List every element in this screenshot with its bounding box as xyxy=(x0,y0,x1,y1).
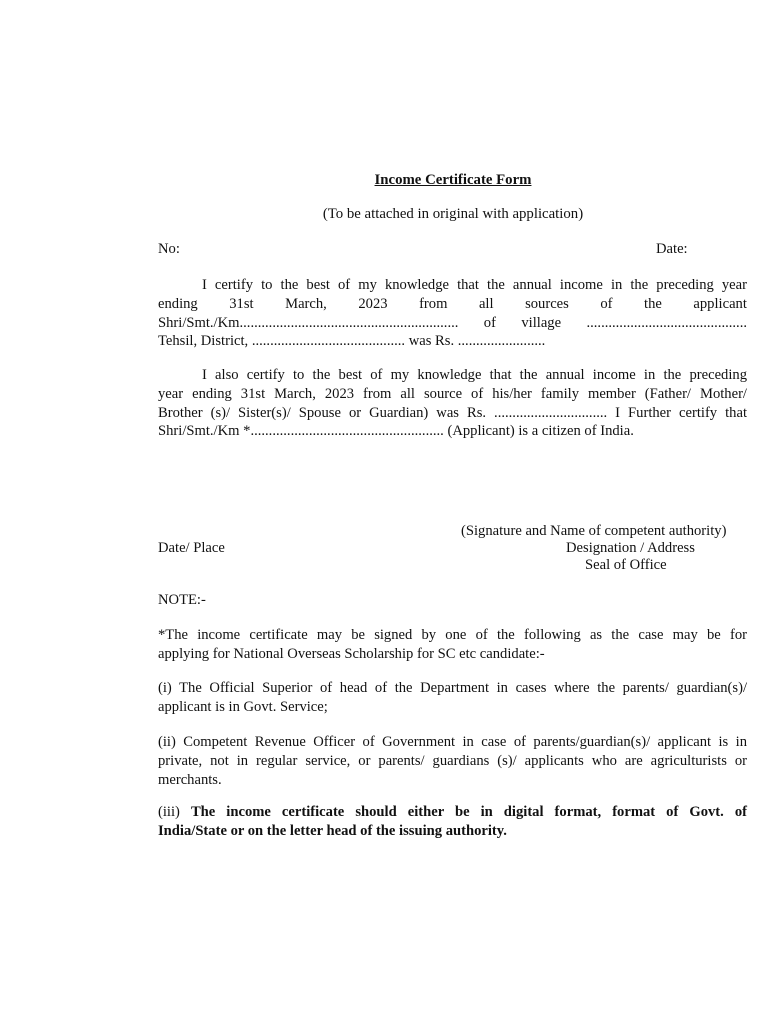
para2-line-1: I also certify to the best of my knowledge that the annual income in the preceding xyxy=(202,367,747,383)
date-place-label: Date/ Place xyxy=(158,540,225,556)
para1-line-1: I certify to the best of my knowledge that the annual income in the preceding year xyxy=(202,277,747,293)
designation-address-label: Designation / Address xyxy=(566,540,695,556)
note-intro: *The income certificate may be signed by one of the following as the case may be for applying for National Overseas Scholarship for SC etc candidate:- xyxy=(158,627,747,662)
certification-paragraph-2 xyxy=(158,366,747,441)
signature-authority-label: (Signature and Name of competent authority) xyxy=(461,523,727,539)
note-item-3-line-2: India/State or on the letter head of the issuing authority. xyxy=(158,822,507,839)
number-label: No: xyxy=(158,241,180,257)
form-subtitle: (To be attached in original with application) xyxy=(322,206,584,222)
para2-line-2: year ending 31st March, 2023 from all source of his/her family member (Father/ Mother/ xyxy=(158,385,747,402)
para1-line-2: ending 31st March, 2023 from all sources of the applicant xyxy=(158,295,747,312)
seal-of-office-label: Seal of Office xyxy=(585,557,667,573)
para1-line-4: Tehsil, District, .......................................... was Rs. ........................ xyxy=(158,333,546,350)
para2-line-4: Shri/Smt./Km *..................................................... (Applicant) is a citizen of India. xyxy=(158,423,634,440)
note-item-3-line-1: (iii) The income certificate should either be in digital format, format of Govt. of xyxy=(158,804,748,820)
date-label: Date: xyxy=(656,241,688,257)
form-title: Income Certificate Form xyxy=(374,172,532,188)
para1-line-3: Shri/Smt./Km............................................................ of village ............................................ xyxy=(158,314,747,331)
note-item-2: (ii) Competent Revenue Officer of Government in case of parents/guardian(s)/ applicant is in private, not in regular service, or parents/ guardians (s)/ applicants who are agriculturists or merchants. xyxy=(158,734,747,788)
note-heading: NOTE:- xyxy=(158,592,206,608)
para2-line-3: Brother (s)/ Sister(s)/ Spouse or Guardian) was Rs. ............................... I Further certify that xyxy=(158,404,747,421)
certification-paragraph-1 xyxy=(158,276,747,351)
note-item-1: (i) The Official Superior of head of the Department in cases where the parents/ guardian(s)/ applicant is in Govt. Service; xyxy=(158,680,747,715)
note-item-3 xyxy=(158,803,747,841)
